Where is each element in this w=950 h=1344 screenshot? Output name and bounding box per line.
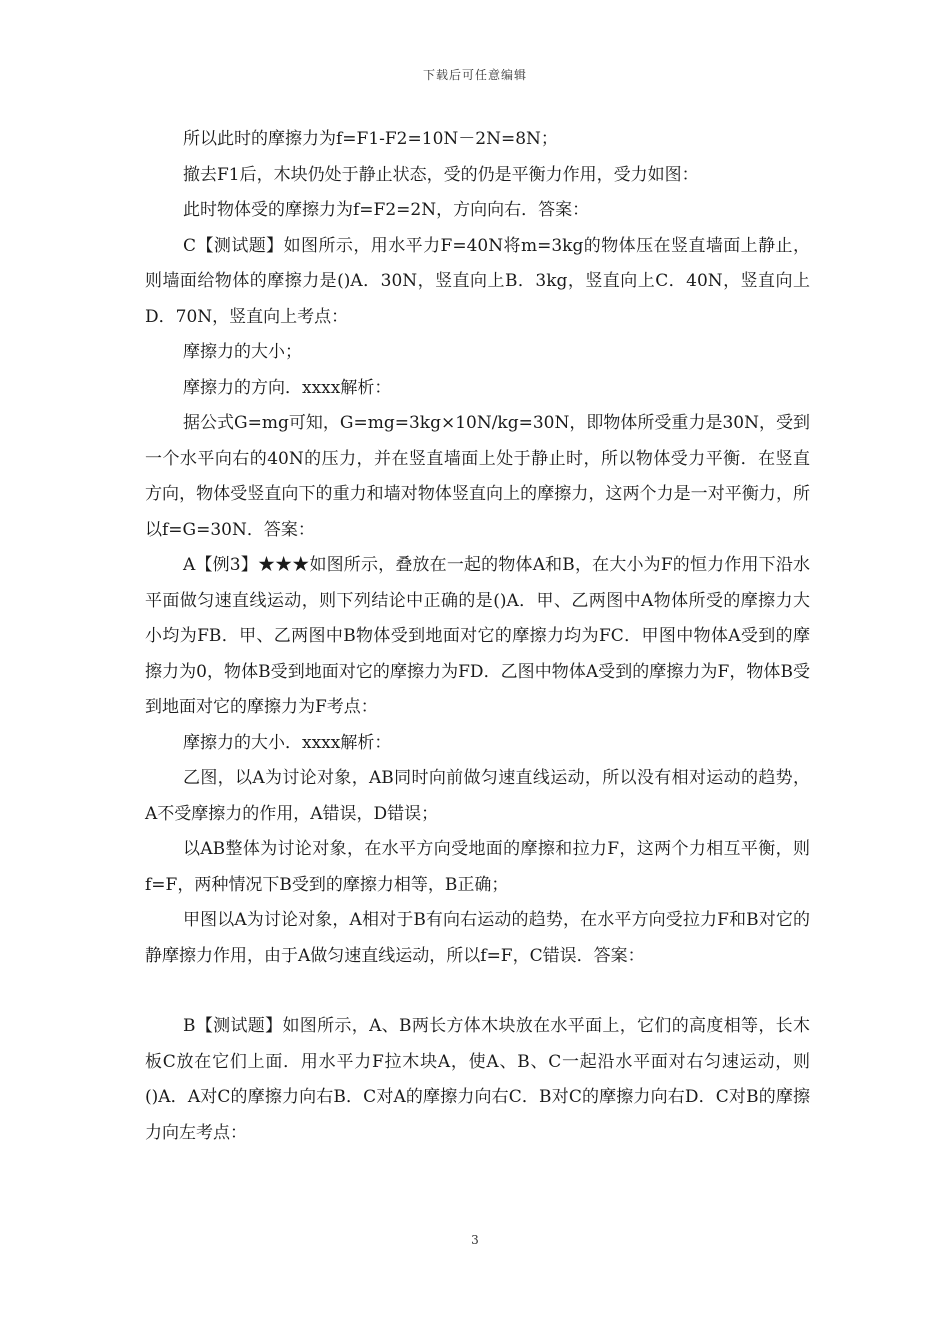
paragraph: 此时物体受的摩擦力为f=F2=2N，方向向右．答案： (183, 200, 590, 220)
paragraph: 甲图以A为讨论对象，A相对于B有向右运动的趋势，在水平方向受拉力F和B对它的静摩擦力作用，由于A做匀速直线运动，所以f=F，C错误．答案： (145, 910, 810, 966)
paragraph: C【测试题】如图所示，用水平力F=40N将m=3kg的物体压在竖直墙面上静止，则墙面给物体的摩擦力是()A．30N，竖直向上B．3kg，竖直向上C．40N，竖直向上D．70N，竖直向上考点： (145, 235, 810, 327)
paragraph: 乙图，以A为讨论对象，AB同时向前做匀速直线运动，所以没有相对运动的趋势，A不受摩擦力的作用，A错误，D错误； (145, 768, 810, 824)
paragraph: 所以此时的摩擦力为f=F1-F2=10N－2N=8N； (183, 129, 558, 149)
document-body (145, 122, 810, 1151)
paragraph: A【例3】★★★如图所示，叠放在一起的物体A和B，在大小为F的恒力作用下沿水平面做匀速直线运动，则下列结论中正确的是()A．甲、乙两图中A物体所受的摩擦力大小均为FB．甲、乙两图中B物体受到地面对它的摩擦力均为FC．甲图中物体A受到的摩擦力为0，物体B受到地面对它的摩擦力为FD．乙图中物体A受到的摩擦力为F，物体B受到地面对它的摩擦力为F考点： (145, 555, 810, 717)
page-number: 3 (471, 1233, 479, 1247)
paragraph: B【测试题】如图所示，A、B两长方体木块放在水平面上，它们的高度相等，长木板C放在它们上面．用水平力F拉木块A，使A、B、C一起沿水平面对右匀速运动，则()A．A对C的摩擦力向右B．C对A的摩擦力向右C．B对C的摩擦力向右D．C对B的摩擦力向左考点： (145, 1016, 810, 1143)
paragraph: 摩擦力的大小； (183, 342, 302, 362)
paragraph: 据公式G=mg可知，G=mg=3kg×10N/kg=30N，即物体所受重力是30N，受到一个水平向右的40N的压力，并在竖直墙面上处于静止时，所以物体受力平衡．在竖直方向，物体受竖直向下的重力和墙对物体竖直向上的摩擦力，这两个力是一对平衡力，所以f=G=30N．答案： (145, 413, 810, 540)
page-header: 下载后可任意编辑 (422, 68, 527, 82)
paragraph: 摩擦力的方向．xxxx解析： (183, 377, 392, 398)
paragraph: 摩擦力的大小．xxxx解析： (183, 732, 392, 753)
paragraph: 撤去F1后，木块仍处于静止状态，受的仍是平衡力作用，受力如图： (183, 164, 699, 185)
paragraph: 以AB整体为讨论对象，在水平方向受地面的摩擦和拉力F，这两个力相互平衡，则f=F，两种情况下B受到的摩擦力相等，B正确； (145, 839, 810, 895)
